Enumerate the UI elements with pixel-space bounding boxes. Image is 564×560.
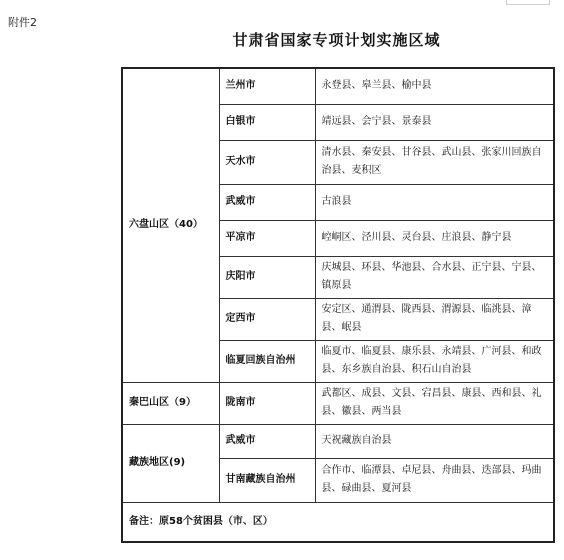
attachment-label: 附件2 (8, 16, 37, 29)
counties-cell: 合作市、临潭县、卓尼县、舟曲县、迭部县、玛曲县、碌曲县、夏河县 (315, 458, 554, 502)
city-cell: 武威市 (219, 184, 315, 220)
counties-cell: 清水县、秦安县、甘谷县、武山县、张家川回族自治县、麦积区 (315, 140, 554, 184)
table-row (122, 424, 554, 458)
region-cell: 秦巴山区（9） (122, 382, 219, 424)
counties-cell: 永登县、皋兰县、榆中县 (315, 68, 554, 104)
city-cell: 白银市 (219, 104, 315, 140)
counties-cell: 安定区、通渭县、陇西县、渭源县、临洮县、漳县、岷县 (315, 298, 554, 340)
region-cell: 六盘山区（40） (122, 68, 219, 382)
city-cell: 庆阳市 (219, 256, 315, 298)
city-cell: 临夏回族自治州 (219, 340, 315, 382)
table-row (122, 382, 554, 424)
city-cell: 陇南市 (219, 382, 315, 424)
city-cell: 兰州市 (219, 68, 315, 104)
counties-cell: 临夏市、临夏县、康乐县、永靖县、广河县、和政县、东乡族自治县、积石山自治县 (315, 340, 554, 382)
region-cell: 藏族地区(9) (122, 424, 219, 502)
city-cell: 武威市 (219, 424, 315, 458)
region-table (121, 67, 555, 543)
city-cell: 甘南藏族自治州 (219, 458, 315, 502)
city-cell: 平凉市 (219, 220, 315, 256)
note-row (122, 502, 554, 542)
corner-decoration (506, 0, 550, 5)
counties-cell: 天祝藏族自治县 (315, 424, 554, 458)
city-cell: 天水市 (219, 140, 315, 184)
counties-cell: 古浪县 (315, 184, 554, 220)
city-cell: 定西市 (219, 298, 315, 340)
counties-cell: 庆城县、环县、华池县、合水县、正宁县、宁县、镇原县 (315, 256, 554, 298)
counties-cell: 武都区、成县、文县、宕昌县、康县、西和县、礼县、徽县、两当县 (315, 382, 554, 424)
counties-cell: 崆峒区、泾川县、灵台县、庄浪县、静宁县 (315, 220, 554, 256)
counties-cell: 靖远县、会宁县、景泰县 (315, 104, 554, 140)
table-row (122, 68, 554, 104)
document-title: 甘肃省国家专项计划实施区域 (232, 31, 441, 49)
note-cell: 备注：原58个贫困县（市、区） (122, 502, 554, 542)
